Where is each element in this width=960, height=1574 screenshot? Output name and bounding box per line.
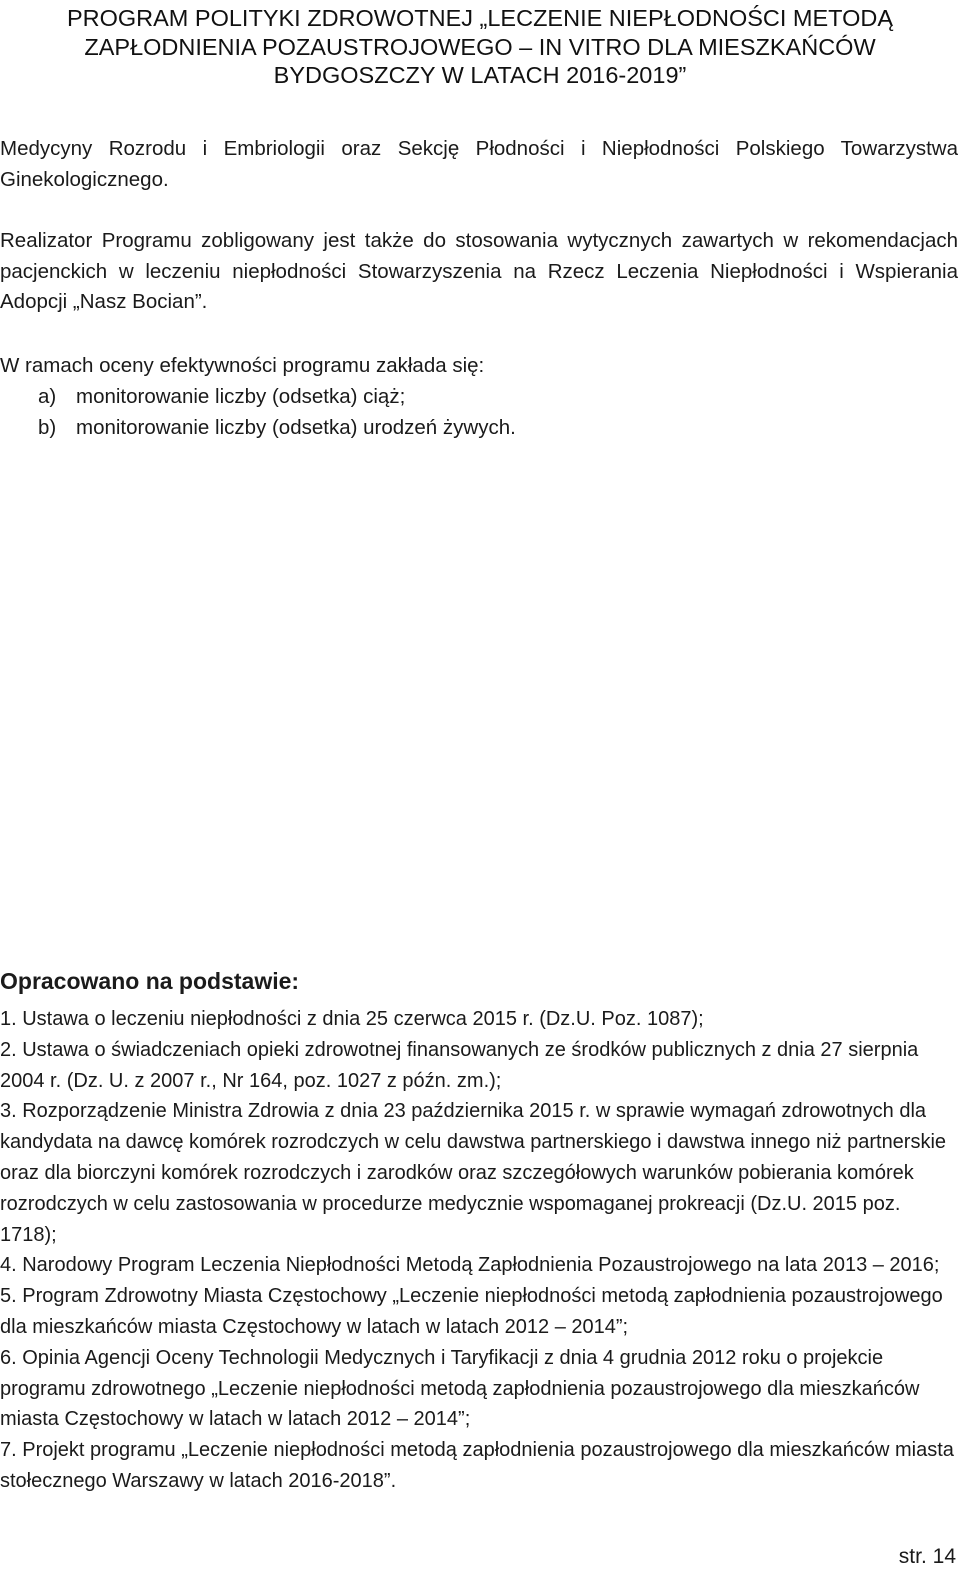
list-marker: b) <box>38 415 57 439</box>
list-item <box>0 382 958 413</box>
source-item: 4. Narodowy Program Leczenia Niepłodności Metodą Zapłodnienia Pozaustrojowego na lata 2013 – 2016; <box>0 1254 940 1277</box>
list-item-text: monitorowanie liczby (odsetka) urodzeń żywych. <box>76 415 516 439</box>
source-item: 6. Opinia Agencji Oceny Technologii Medycznych i Taryfikacji z dnia 4 grudnia 2012 roku o projekcie programu zdrowotnego „Leczenie niepłodności metodą zapłodnienia pozaustrojowego dla mieszkańców miasta Częstochowy w latach w latach 2012 – 2014”; <box>0 1346 920 1431</box>
source-item: 3. Rozporządzenie Ministra Zdrowia z dnia 23 października 2015 r. w sprawie wymagań zdrowotnych dla kandydata na dawcę komórek rozrodczych w celu dawstwa partnerskiego i dawstwa innego niż partnerskie oraz dla biorczyni komórek rozrodczych i zarodków oraz szczegółowych warunków pobierania komórek rozrodczych w celu zastosowania w procedurze medycznie wspomaganej prokreacji (Dz.U. 2015 poz. 1718); <box>0 1100 947 1246</box>
source-item: 5. Program Zdrowotny Miasta Częstochowy „Leczenie niepłodności metodą zapłodnienia pozaustrojowego dla mieszkańców miasta Częstochowy w latach w latach 2012 – 2014”; <box>0 1285 943 1338</box>
source-item: 7. Projekt programu „Leczenie niepłodności metodą zapłodnienia pozaustrojowego dla mieszkańców miasta stołecznego Warszawy w latach 2016-2018”. <box>0 1439 954 1492</box>
header-line-1: PROGRAM POLITYKI ZDROWOTNEJ „LECZENIE NIEPŁODNOŚCI METODĄ <box>66 5 894 31</box>
paragraph-2: Realizator Programu zobligowany jest także do stosowania wytycznych zawartych w rekomendacjach pacjenckich w leczeniu niepłodności Stowarzyszenia na Rzecz Leczenia Niepłodności i Wspierania Adopcji „Nasz Bocian”. <box>0 229 958 313</box>
paragraph-1: Medycyny Rozrodu i Embriologii oraz Sekcję Płodności i Niepłodności Polskiego Towarzystwa Ginekologicznego. <box>0 137 958 191</box>
source-item: 2. Ustawa o świadczeniach opieki zdrowotnej finansowanych ze środków publicznych z dnia 27 sierpnia 2004 r. (Dz. U. z 2007 r., Nr 164, poz. 1027 z późn. zm.); <box>0 1038 919 1092</box>
header-line-3: BYDGOSZCZY W LATACH 2016-2019” <box>273 62 687 88</box>
list-item <box>0 413 958 444</box>
page-number: str. 14 <box>898 1545 956 1568</box>
header-line-2: ZAPŁODNIENIA POZAUSTROJOWEGO – IN VITRO DLA MIESZKAŃCÓW <box>84 33 876 60</box>
evaluation-list <box>0 382 958 443</box>
source-item: 1. Ustawa o leczeniu niepłodności z dnia 25 czerwca 2015 r. (Dz.U. Poz. 1087); <box>0 1008 704 1030</box>
page-header <box>0 4 960 90</box>
sources-heading: Opracowano na podstawie: <box>0 968 300 994</box>
list-marker: a) <box>38 385 57 408</box>
sources-list <box>0 1004 958 1497</box>
evaluation-intro: W ramach oceny efektywności programu zakłada się: <box>0 354 485 377</box>
list-item-text: monitorowanie liczby (odsetka) ciąż; <box>76 385 406 408</box>
